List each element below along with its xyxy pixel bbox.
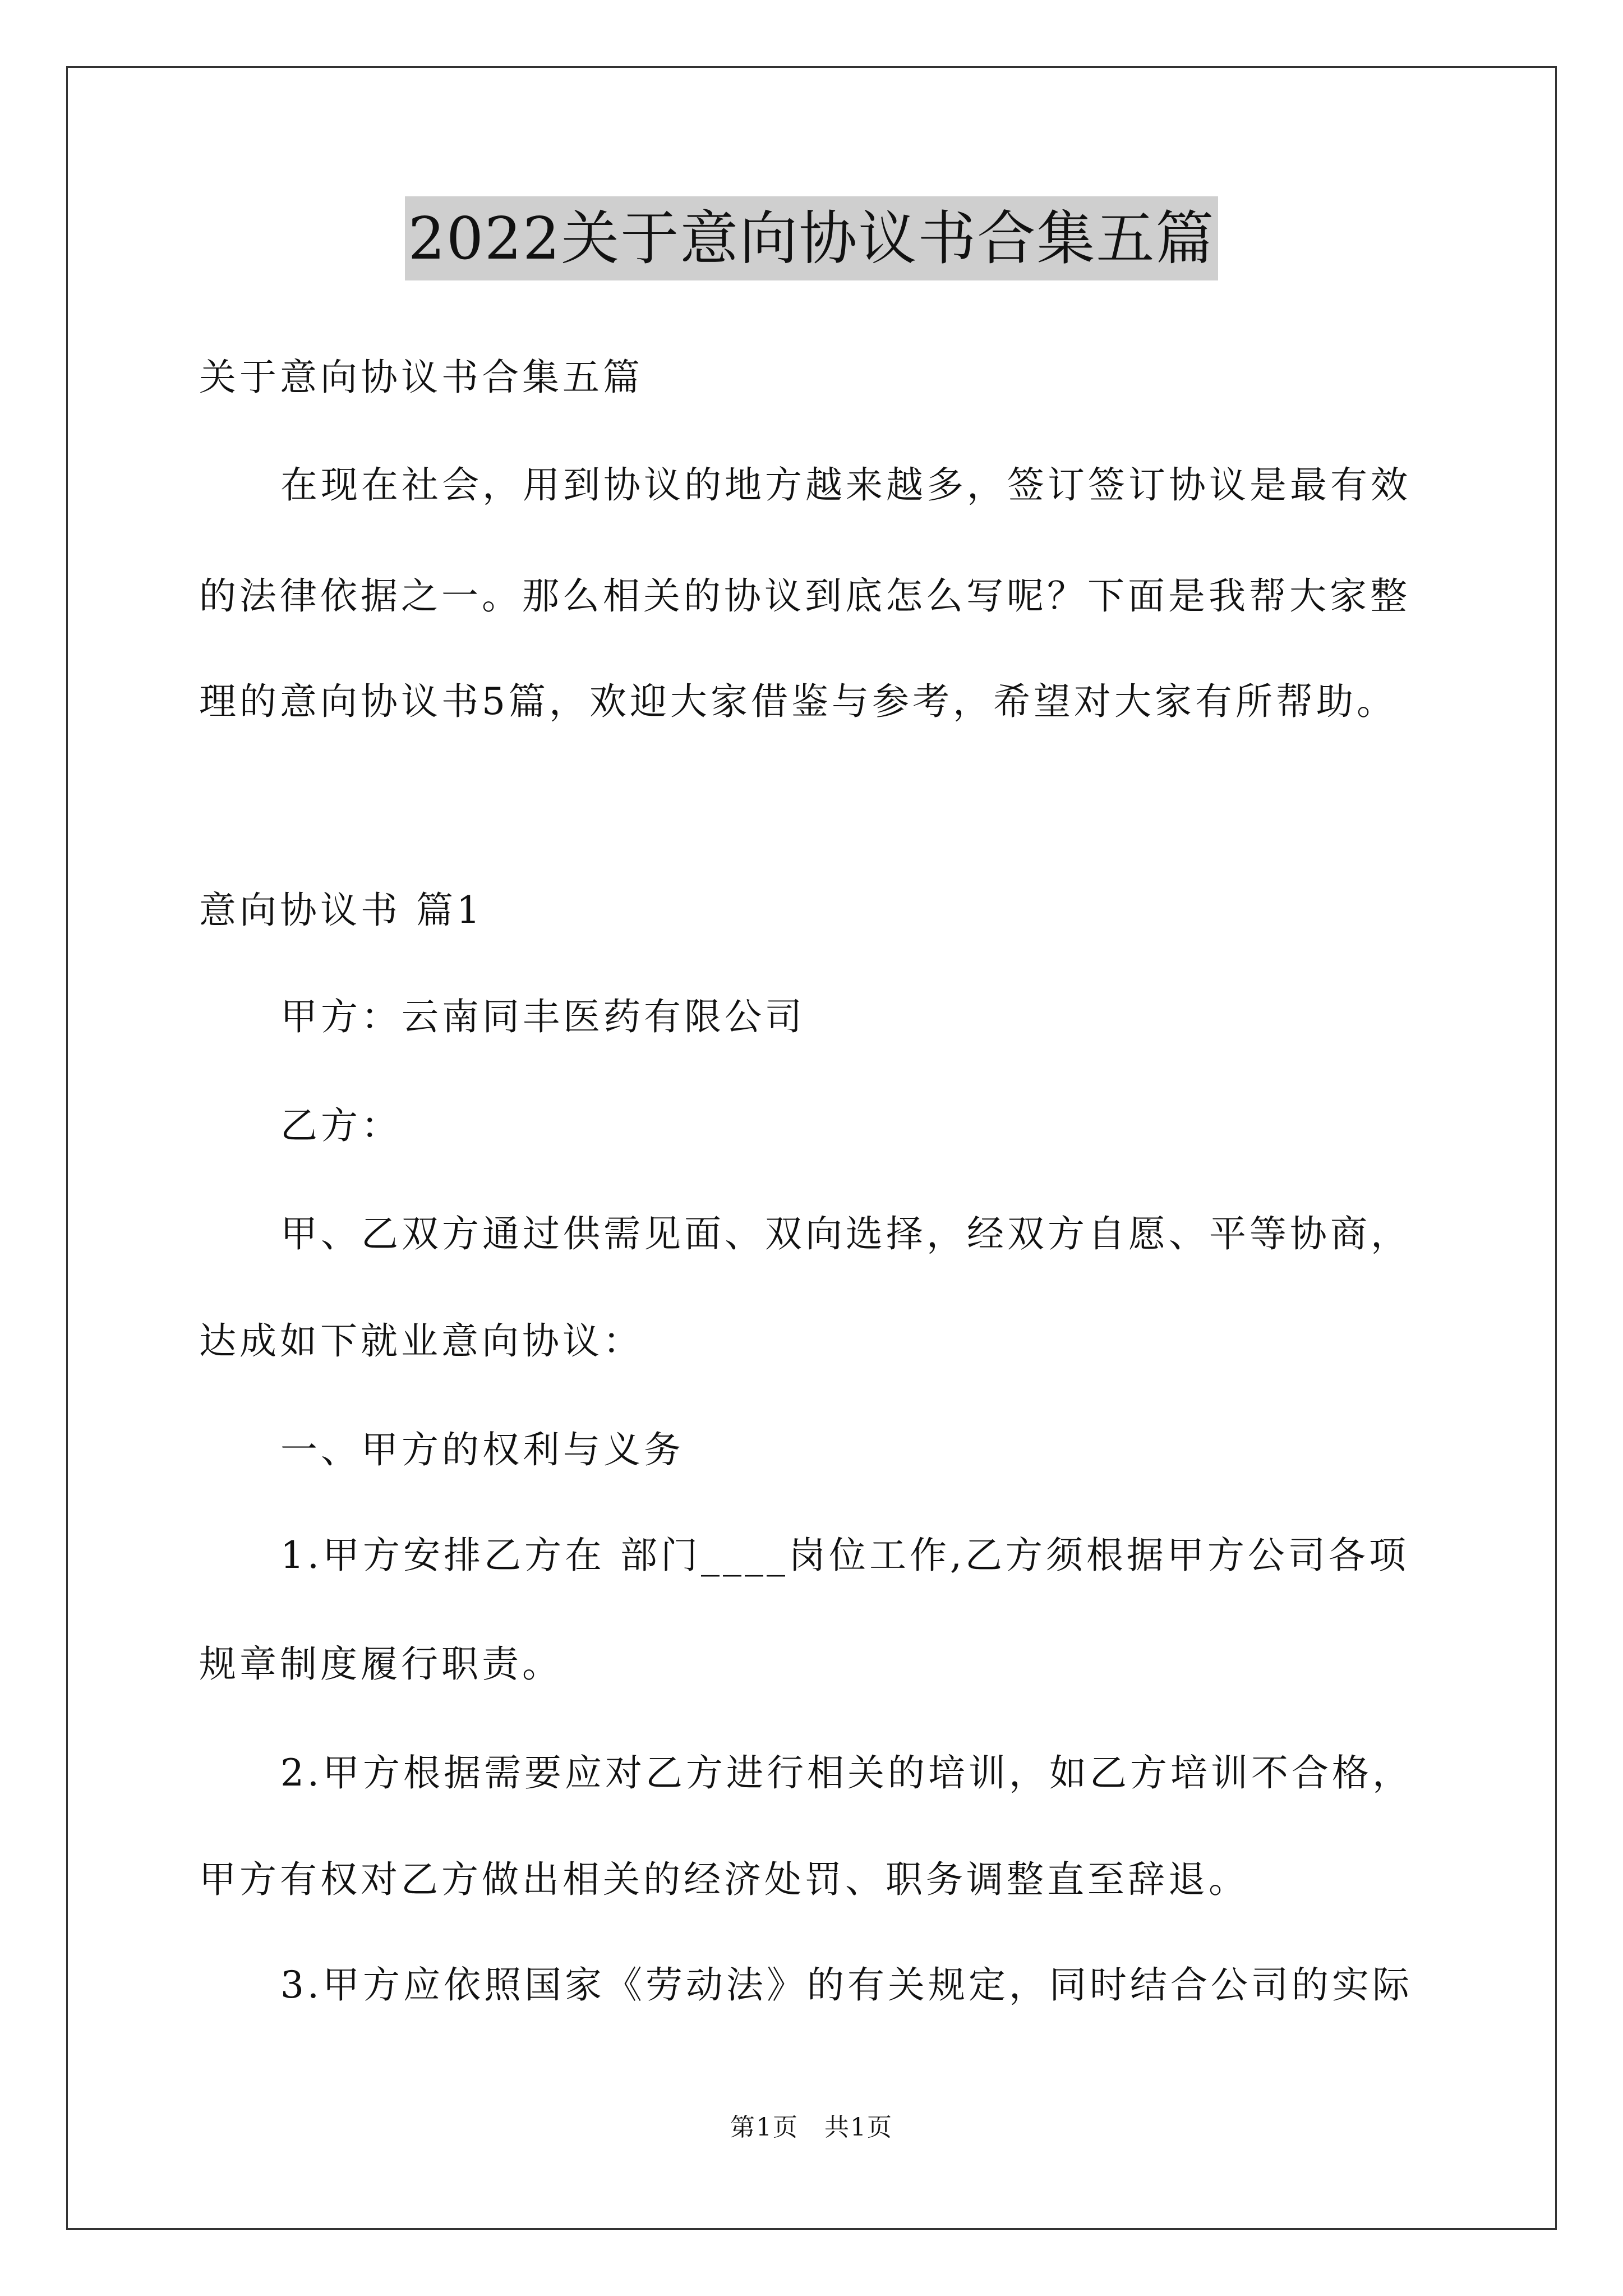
intro-line-2: 的法律依据之一。那么相关的协议到底怎么写呢？下面是我帮大家整 <box>199 574 1410 618</box>
intro-line-1: 在现在社会，用到协议的地方越来越多，签订签订协议是最有效 <box>280 463 1411 507</box>
clause-2-line-2: 甲方有权对乙方做出相关的经济处罚、职务调整直至辞退。 <box>199 1858 1249 1901</box>
clause-3-line-1: 3.甲方应依照国家《劳动法》的有关规定，同时结合公司的实际 <box>280 1963 1413 2007</box>
agreement-intro-line-2: 达成如下就业意向协议： <box>199 1319 643 1363</box>
party-b-line: 乙方： <box>280 1104 402 1147</box>
agreement-intro-line-1: 甲、乙双方通过供需见面、双向选择，经双方自愿、平等协商， <box>280 1212 1411 1255</box>
intro-line-3: 理的意向协议书5篇，欢迎大家借鉴与参考，希望对大家有所帮助。 <box>199 680 1397 723</box>
party-a-line: 甲方：云南同丰医药有限公司 <box>280 995 805 1038</box>
page-footer: 第1页 共1页 <box>730 2113 893 2142</box>
clause-1-line-1: 1.甲方安排乙方在 部门____岗位工作,乙方须根据甲方公司各项 <box>280 1534 1409 1577</box>
document-title: 2022关于意向协议书合集五篇 <box>405 196 1219 280</box>
clause-2-line-1: 2.甲方根据需要应对乙方进行相关的培训，如乙方培训不合格， <box>280 1751 1413 1795</box>
section-heading: 意向协议书 篇1 <box>199 889 483 932</box>
title-wrap <box>0 196 1623 280</box>
clause-1-line-2: 规章制度履行职责。 <box>199 1642 562 1686</box>
clause-heading: 一、甲方的权利与义务 <box>280 1428 684 1471</box>
subtitle-line: 关于意向协议书合集五篇 <box>199 356 643 399</box>
